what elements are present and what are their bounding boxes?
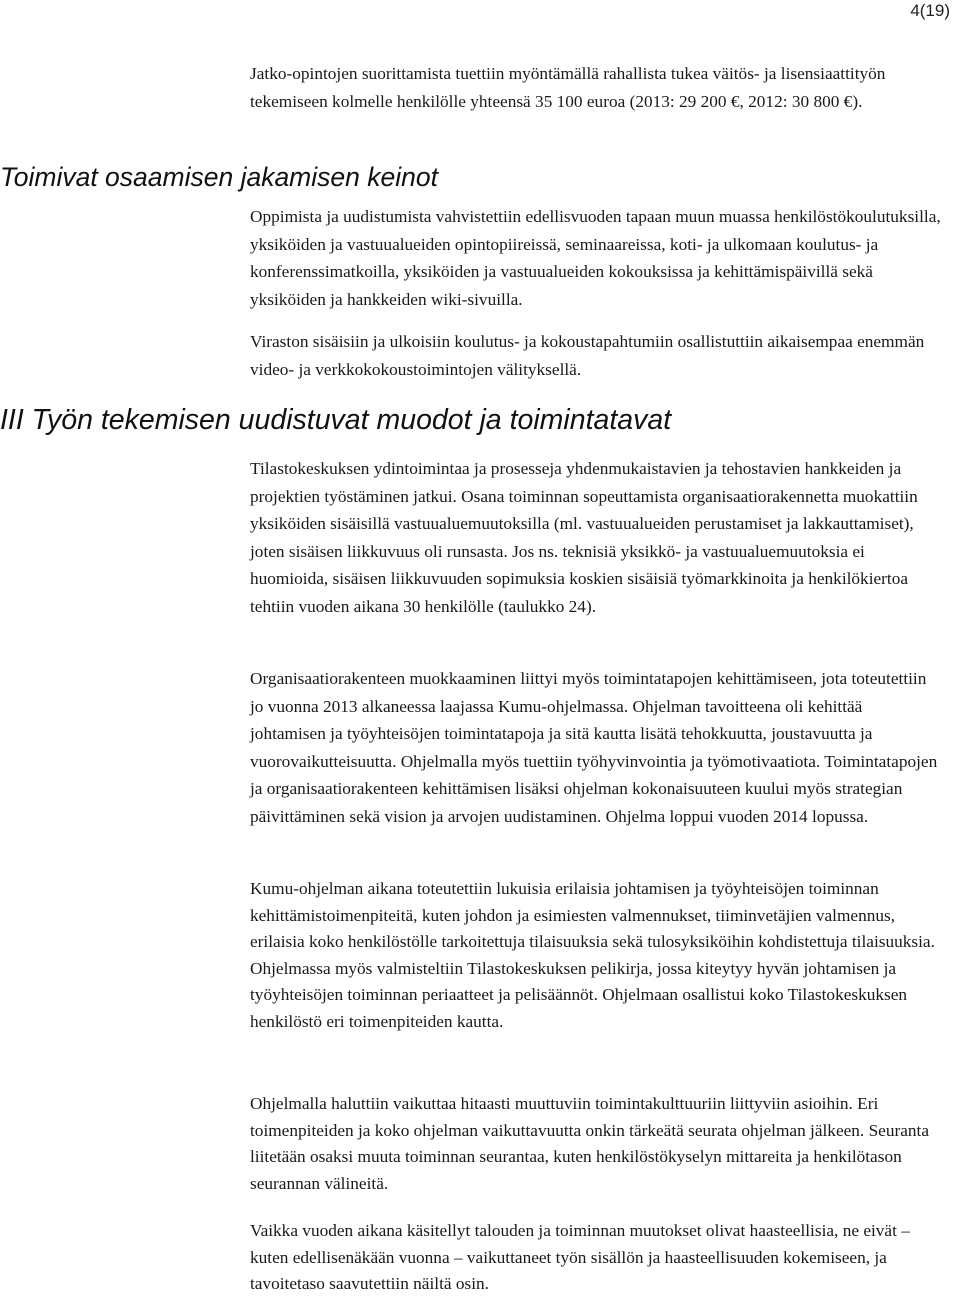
paragraph-culture-impact: Ohjelmalla haluttiin vaikuttaa hitaasti muuttuviin toimintakulttuuriin liittyviin asioihin. Eri toimenpiteiden ja koko ohjelman vaikuttavuutta onkin tärkeätä seurata ohjelman jälkeen. Seuranta liitetään osaksi muuta toiminnan seurantaa, kuten henkilöstökyselyn mittareita ja henkilötason seurannan välineitä. [250,1094,930,1193]
page-number: 4(19) [910,1,950,20]
intro-paragraph: Jatko-opintojen suorittamista tuettiin myöntämällä rahallista tukea väitös- ja lisensiaattityön tekemiseen kolmelle henkilölle yhteensä 35 100 euroa (2013: 29 200 €, 2012: 30 800 €). [250,64,886,111]
paragraph-kumu-program: Organisaatiorakenteen muokkaaminen liittyi myös toimintatapojen kehittämiseen, jota toteutettiin jo vuonna 2013 alkaneessa laajassa Kumu-ohjelmassa. Ohjelman tavoitteena oli kehittää johtamisen ja työyhteisöjen toimintatapoja ja sitä kautta lisätä tehokkuutta, joustavuutta ja vuorovaikutteisuutta. Ohjelmalla myös tuettiin työhyvinvointia ja työmotivaatiota. Toimintatapojen ja organisaatiorakenteen kehittämisen lisäksi ohjelman kokonaisuuteen kuului myös strategian päivittäminen sekä vision ja arvojen uudistaminen. Ohjelma loppui vuoden 2014 lopussa. [250,669,938,826]
paragraph-challenges: Vaikka vuoden aikana käsitellyt talouden ja toiminnan muutokset olivat haasteellisia, ne eivät – kuten edellisenäkään vuonna – vaikuttaneet työn sisällön ja haasteellisuuden kokemiseen, ja tavoitetaso saavutettiin näiltä osin. [250,1221,910,1293]
paragraph-learning-renewal: Oppimista ja uudistumista vahvistettiin edellisvuoden tapaan muun muassa henkilöstökoulutuksilla, yksiköiden ja vastuualueiden opintopiireissä, seminaareissa, koti- ja ulkomaan koulutus- ja konferenssimatkoilla, yksiköiden ja vastuualueiden kokouksissa ja kehittämispäivillä sekä yksiköiden ja hankkeiden wiki-sivuilla. [250,207,941,309]
section-heading-new-ways-of-working: III Työn tekemisen uudistuvat muodot ja toimintatavat [0,404,672,436]
paragraph-kumu-measures: Kumu-ohjelman aikana toteutettiin lukuisia erilaisia johtamisen ja työyhteisöjen toiminnan kehittämistoimenpiteitä, kuten johdon ja esimiesten valmennukset, tiiminvetäjien valmennus, erilaisia koko henkilöstölle tarkoitettuja tilaisuuksia sekä tulosyksiköihin kohdistettuja tilaisuuksia. Ohjelmassa myös valmisteltiin Tilastokeskuksen pelikirja, jossa kiteytyy hyvän johtamisen ja työyhteisöjen toiminnan periaatteet ja pelisäännöt. Ohjelmaan osallistui koko Tilastokeskuksen henkilöstö eri toimenpiteiden kautta. [250,879,935,1031]
paragraph-core-processes: Tilastokeskuksen ydintoimintaa ja prosesseja yhdenmukaistavien ja tehostavien hankkeiden ja projektien työstäminen jatkui. Osana toiminnan sopeuttamista organisaatiorakennetta muokattiin yksiköiden sisäisillä vastuualuemuutoksilla (ml. vastuualueiden perustamiset ja lakkauttamiset), joten sisäisen liikkuvuus oli runsasta. Jos ns. teknisiä yksikkö- ja vastuualuemuutoksia ei huomioida, sisäisen liikkuvuuden sopimuksia koskien sisäisiä työmarkkinoita ja henkilökiertoa tehtiin vuoden aikana 30 henkilölle (taulukko 24). [250,459,918,616]
paragraph-video-meetings: Viraston sisäisiin ja ulkoisiin koulutus- ja kokoustapahtumiin osallistuttiin aikaisempaa enemmän video- ja verkkokokoustoimintojen välityksellä. [250,332,925,379]
section-heading-knowledge-sharing: Toimivat osaamisen jakamisen keinot [0,162,438,192]
